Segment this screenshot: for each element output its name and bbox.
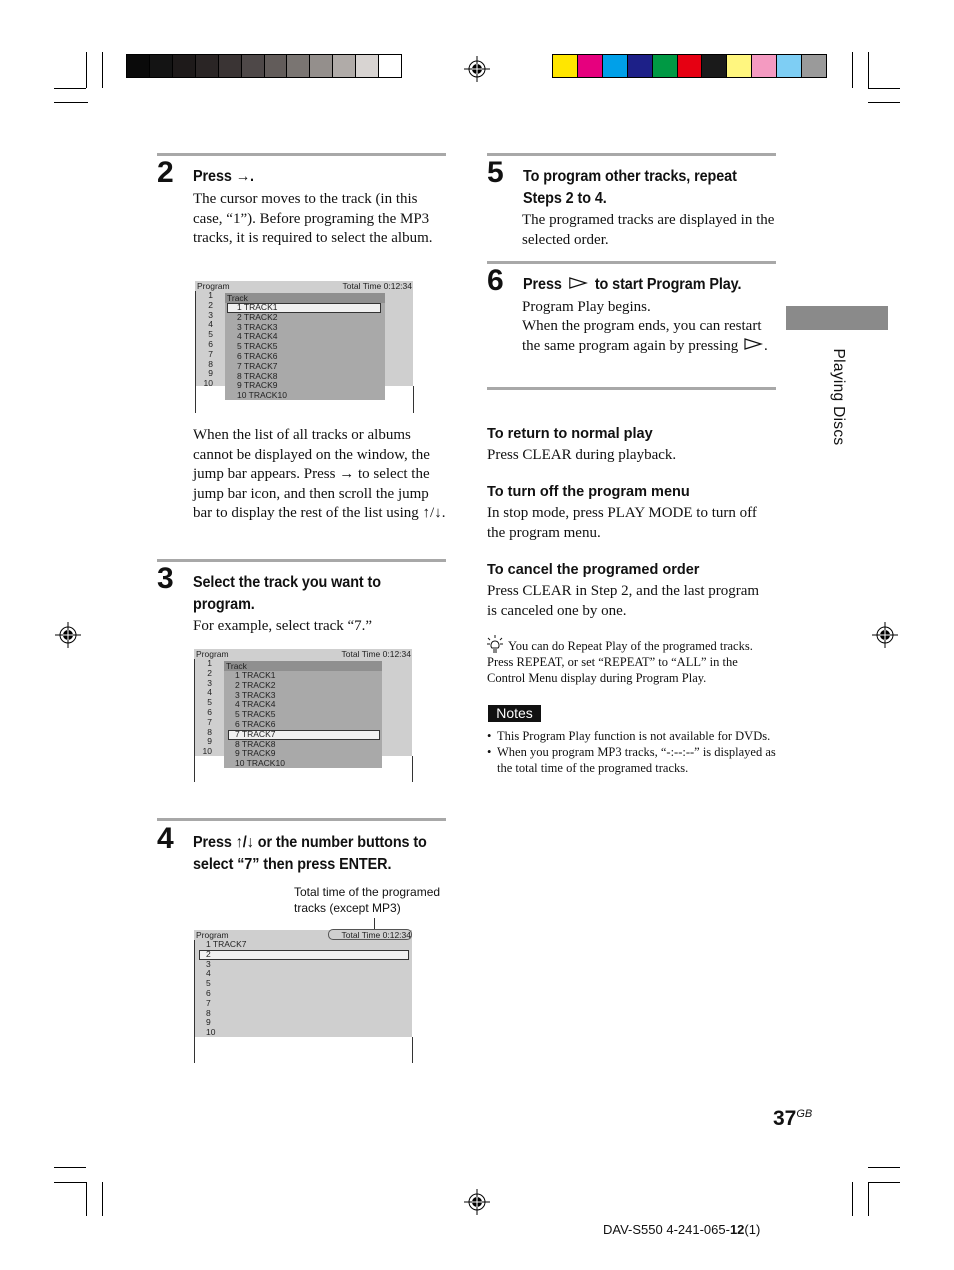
footer-model-pre: DAV-S550 4-241-065- <box>603 1222 730 1237</box>
tip-text: You can do Repeat Play of the programed tracks. Press REPEAT, or set “REPEAT” to “ALL” in the Control Menu display during Program Play. <box>487 639 753 685</box>
programmed-item: 3 <box>206 958 211 969</box>
color-swatch <box>802 55 826 77</box>
track-item: 10 TRACK10 <box>237 390 287 401</box>
track-item: 7 TRACK7 <box>237 360 278 371</box>
track-item: 8 TRACK8 <box>235 738 276 749</box>
step6-number: 6 <box>487 264 504 297</box>
step6-body2 <box>522 317 778 356</box>
color-swatch <box>603 55 628 77</box>
step3-number: 3 <box>157 562 174 595</box>
program-number: 6 <box>207 706 212 717</box>
program-number: 2 <box>207 667 212 678</box>
program-number: 8 <box>208 358 213 369</box>
step5-heading: To program other tracks, repeat Steps 2 to 4. <box>523 168 737 207</box>
step6-heading-pre: Press <box>523 276 562 293</box>
note-text: This Program Play function is not available for DVDs. <box>497 729 771 743</box>
play-icon <box>568 276 588 290</box>
screen-track-select-2 <box>194 649 414 782</box>
track-item: 1 TRACK1 <box>237 302 278 312</box>
step6-body2-post: . <box>763 337 768 354</box>
gray-swatch <box>242 55 265 77</box>
return-body: Press CLEAR during playback. <box>487 447 677 463</box>
step4-number: 4 <box>157 822 174 855</box>
color-swatch <box>628 55 653 77</box>
programmed-item: 5 <box>206 978 211 989</box>
total-time: Total Time 0:12:34 <box>341 649 411 659</box>
step2-heading: Press →. <box>193 168 254 185</box>
side-tab <box>786 306 888 330</box>
step6-heading <box>523 274 775 296</box>
track-item: 10 TRACK10 <box>235 758 285 769</box>
programmed-item: 7 <box>206 997 211 1008</box>
color-swatch <box>553 55 578 77</box>
track-item: 4 TRACK4 <box>235 699 276 710</box>
total-time: Total Time 0:12:34 <box>341 930 411 940</box>
step2-number: 2 <box>157 156 174 189</box>
program-number: 8 <box>207 726 212 737</box>
gray-swatch <box>265 55 288 77</box>
track-list <box>235 671 375 769</box>
program-number: 4 <box>207 687 212 698</box>
registration-mark-right <box>872 622 898 648</box>
gray-swatch <box>127 55 150 77</box>
program-number: 6 <box>208 338 213 349</box>
track-item: 5 TRACK5 <box>237 341 278 352</box>
total-time: Total Time 0:12:34 <box>342 281 412 291</box>
footer-model <box>603 1222 760 1238</box>
track-item: 8 TRACK8 <box>237 370 278 381</box>
registration-mark-top <box>464 56 490 82</box>
step3-heading: Select the track you want to program. <box>193 574 381 613</box>
track-item: 1 TRACK1 <box>235 670 276 680</box>
off-body: In stop mode, press PLAY MODE to turn off the program menu. <box>487 505 757 541</box>
programmed-item: 10 <box>206 1027 216 1038</box>
gray-swatch <box>219 55 242 77</box>
track-item: 5 TRACK5 <box>235 709 276 720</box>
programmed-item: 4 <box>206 968 211 979</box>
gray-swatch <box>196 55 219 77</box>
programmed-item: 9 <box>206 1017 211 1028</box>
programmed-item: 1 TRACK7 <box>206 939 247 949</box>
step6-bottom-rule <box>487 387 776 390</box>
program-numbers <box>198 659 212 757</box>
track-item: 9 TRACK9 <box>237 380 278 391</box>
notes-label: Notes <box>488 705 541 722</box>
track-label: Track <box>226 661 247 671</box>
program-number: 10 <box>202 746 212 757</box>
step2-body: The cursor moves to the track (in this case, “1”). Before programing the MP3 tracks, it is required to select the album. <box>193 191 433 247</box>
registration-mark-left <box>55 622 81 648</box>
program-label: Program <box>197 281 230 291</box>
program-numbers <box>199 291 213 389</box>
notes-list <box>487 728 779 776</box>
color-swatch <box>653 55 678 77</box>
program-number: 7 <box>207 716 212 727</box>
program-label: Program <box>196 649 229 659</box>
step6-body: Program Play begins. <box>522 299 651 315</box>
color-swatch <box>727 55 752 77</box>
step6-heading-post: to start Program Play. <box>594 276 742 293</box>
program-number: 7 <box>208 348 213 359</box>
step3-body: For example, select track “7.” <box>193 618 373 634</box>
program-number: 1 <box>208 290 213 300</box>
registration-mark-bottom <box>464 1189 490 1215</box>
step6-body2-pre: When the program ends, you can restart the same program again by pressing <box>522 318 762 354</box>
track-item: 3 TRACK3 <box>235 689 276 700</box>
side-tab-label: Playing Discs <box>830 348 847 446</box>
page-number-value: 37 <box>773 1107 797 1130</box>
track-label: Track <box>227 293 248 303</box>
program-number: 1 <box>207 658 212 668</box>
step2-body2: When the list of all tracks or albums cannot be displayed on the window, the jump bar appears. Press → to select the jump bar icon, and then scroll the jump bar to display the rest of the list using ↑/↓. <box>193 427 446 522</box>
program-number: 5 <box>208 329 213 340</box>
return-heading: To return to normal play <box>487 426 653 442</box>
cancel-body: Press CLEAR in Step 2, and the last program is canceled one by one. <box>487 583 760 619</box>
track-item: 2 TRACK2 <box>237 311 278 322</box>
step3-rule <box>157 559 446 562</box>
footer-model-bold: 12 <box>729 1222 745 1237</box>
gray-swatch <box>150 55 173 77</box>
gray-swatch <box>333 55 356 77</box>
off-heading: To turn off the program menu <box>487 484 690 500</box>
color-swatch <box>678 55 703 77</box>
grayscale-strip <box>126 54 402 78</box>
step5-rule <box>487 153 776 156</box>
gray-swatch <box>287 55 310 77</box>
program-number: 9 <box>208 368 213 379</box>
color-swatch <box>777 55 802 77</box>
track-item: 3 TRACK3 <box>237 321 278 332</box>
color-swatch <box>702 55 727 77</box>
track-item: 7 TRACK7 <box>235 728 276 739</box>
step5-body: The programed tracks are displayed in the selected order. <box>522 212 775 248</box>
color-swatch <box>752 55 777 77</box>
step6-rule <box>487 261 776 264</box>
screen-programmed-list <box>194 930 414 1063</box>
step4-heading: Press ↑/↓ or the number buttons to select “7” then press ENTER. <box>193 834 427 873</box>
page-number-suffix: GB <box>796 1108 813 1120</box>
gray-swatch <box>379 55 401 77</box>
color-strip <box>552 54 827 78</box>
track-list <box>237 303 377 401</box>
step4-callout: Total time of the programed tracks (except MP3) <box>294 885 441 915</box>
step4-rule <box>157 818 446 821</box>
track-item: 9 TRACK9 <box>235 748 276 759</box>
program-number: 9 <box>207 736 212 747</box>
program-label: Program <box>196 930 229 940</box>
page-number <box>773 1106 812 1132</box>
programmed-item: 8 <box>206 1007 211 1018</box>
gray-swatch <box>310 55 333 77</box>
programmed-item: 6 <box>206 988 211 998</box>
program-number: 5 <box>207 697 212 708</box>
programmed-list <box>206 940 396 1038</box>
color-swatch <box>578 55 603 77</box>
play-icon <box>743 338 763 350</box>
note-item: • This Program Play function is not available for DVDs. <box>487 729 771 743</box>
program-number: 3 <box>207 677 212 688</box>
note-item: • When you program MP3 tracks, “-:--:--” is displayed as the total time of the programed tracks. <box>487 745 776 775</box>
track-item: 4 TRACK4 <box>237 331 278 342</box>
note-text: When you program MP3 tracks, “-:--:--” is displayed as the total time of the programed tracks. <box>497 745 776 775</box>
gray-swatch <box>356 55 379 77</box>
track-item: 2 TRACK2 <box>235 679 276 690</box>
track-item: 6 TRACK6 <box>237 351 278 361</box>
step2-rule <box>157 153 446 156</box>
program-number: 3 <box>208 309 213 320</box>
track-item: 6 TRACK6 <box>235 719 276 729</box>
cancel-heading: To cancel the programed order <box>487 562 700 578</box>
gray-swatch <box>173 55 196 77</box>
step5-number: 5 <box>487 156 504 189</box>
program-number: 2 <box>208 299 213 310</box>
program-number: 4 <box>208 319 213 330</box>
program-number: 10 <box>203 378 213 389</box>
programmed-item: 2 <box>206 948 211 959</box>
footer-model-post: (1) <box>744 1222 761 1237</box>
screen-track-select-1 <box>195 281 415 413</box>
